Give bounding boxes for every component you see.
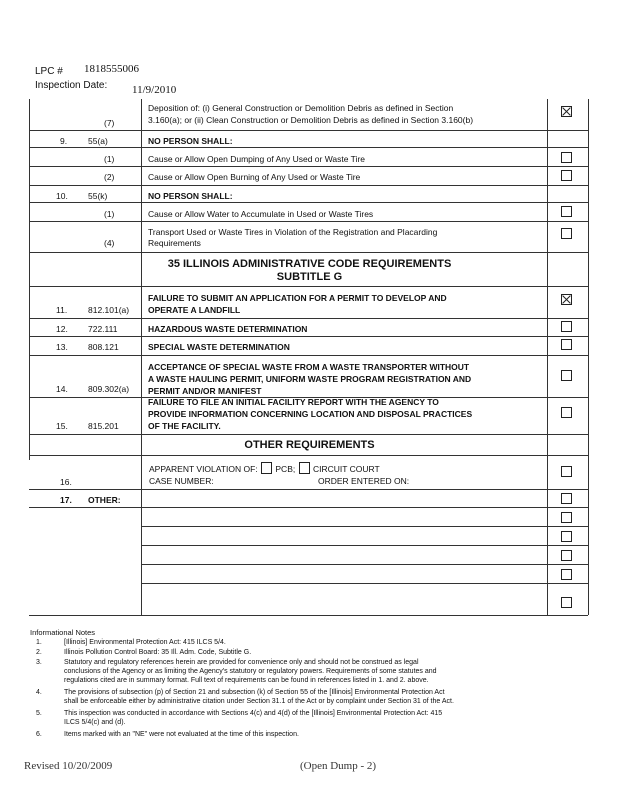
note-text: Items marked with an "NE" were not evaluated at the time of this inspection. (64, 731, 299, 738)
row11-checkbox[interactable] (561, 294, 572, 305)
row-divider (29, 336, 588, 337)
note-text: regulations cited are in summary format. Full text of requirements can be found in references listed in 1. and 2. above. (64, 677, 429, 684)
pcb-label: PCB; (275, 464, 296, 474)
row-divider (29, 147, 588, 148)
note-number: 1. (36, 639, 42, 646)
row9-1-sub: (1) (104, 154, 115, 164)
row10-number: 10. (56, 191, 68, 201)
apparent-violation-box-2[interactable] (299, 462, 310, 474)
row16-checkbox[interactable] (561, 466, 572, 477)
note-text: shall be enforceable either by administrative citation under Section 31.1 of the Act or by complaint under Section 31 of the Act. (64, 698, 454, 705)
row9-1-text: Cause or Allow Open Dumping of Any Used or Waste Tire (148, 154, 366, 164)
form-name: (Open Dump - 2) (300, 760, 377, 772)
section-admin-code-subtitle: SUBTITLE G (276, 271, 343, 283)
note-number: 3. (36, 659, 42, 666)
other-line-checkbox[interactable] (561, 550, 572, 561)
row9-2-checkbox[interactable] (561, 170, 572, 181)
row9-2-sub: (2) (104, 172, 115, 182)
row11-line1: FAILURE TO SUBMIT AN APPLICATION FOR A PERMIT TO DEVELOP AND (148, 293, 447, 303)
row8-line1: Deposition of: (i) General Construction or Demolition Debris as defined in Section (148, 103, 454, 113)
row-divider (29, 221, 588, 222)
row-divider (141, 545, 588, 546)
row-divider (29, 185, 588, 186)
other-line-checkbox[interactable] (561, 597, 572, 608)
row17-number: 17. (60, 495, 72, 505)
circuit-court-label: CIRCUIT COURT (312, 464, 380, 474)
row12-number: 12. (56, 324, 68, 334)
row-divider (29, 252, 588, 253)
row10-section: 55(k) (88, 191, 108, 201)
note-text: This inspection was conducted in accordance with Sections 4(c) and 4(d) of the [Illinois] Environmental Protection Act: 415 (64, 710, 443, 717)
row-divider (29, 489, 588, 490)
note-number: 4. (36, 689, 42, 696)
case-number-label: CASE NUMBER: (149, 476, 214, 486)
row10-4-checkbox[interactable] (561, 228, 572, 239)
row-divider (29, 166, 588, 167)
row13-section: 808.121 (88, 342, 119, 352)
note-text: ILCS 5/4(c) and (d). (64, 719, 126, 726)
row14-number: 14. (56, 384, 68, 394)
notes-title: Informational Notes (30, 628, 96, 637)
row16-apparent-label (149, 462, 380, 474)
other-line-checkbox[interactable] (561, 569, 572, 580)
note-number: 6. (36, 731, 42, 738)
row10-4-sub: (4) (104, 238, 115, 248)
row15-line3: OF THE FACILITY. (148, 421, 221, 431)
row10-title: NO PERSON SHALL: (148, 191, 233, 201)
row10-1-checkbox[interactable] (561, 206, 572, 217)
row13-text: SPECIAL WASTE DETERMINATION (148, 342, 290, 352)
row13-number: 13. (56, 342, 68, 352)
note-text: The provisions of subsection (p) of Section 21 and subsection (k) of Section 55 of the [Illinois] Environmental Protection Act (64, 689, 445, 696)
other-line-checkbox[interactable] (561, 512, 572, 523)
row14-line2: A WASTE HAULING PERMIT, UNIFORM WASTE PROGRAM REGISTRATION AND (148, 374, 472, 384)
row11-number: 11. (56, 305, 68, 315)
row8-sub: (7) (104, 118, 115, 128)
row9-number: 9. (60, 136, 68, 146)
row14-checkbox[interactable] (561, 370, 572, 381)
row9-section: 55(a) (88, 136, 108, 146)
section-other-title: OTHER REQUIREMENTS (244, 439, 375, 451)
row-divider (29, 615, 588, 616)
row12-section: 722.111 (88, 324, 118, 334)
row-divider (29, 318, 588, 319)
row14-line1: ACCEPTANCE OF SPECIAL WASTE FROM A WASTE TRANSPORTER WITHOUT (148, 362, 470, 372)
row16-number: 16. (60, 477, 72, 487)
row15-number: 15. (56, 421, 68, 431)
checkbox-column-divider (547, 99, 548, 615)
inspection-date-value: 11/9/2010 (132, 84, 177, 96)
lpc-label: LPC # (35, 66, 63, 77)
row14-line3: PERMIT AND/OR MANIFEST (148, 386, 262, 396)
row17-label: OTHER: (88, 495, 121, 505)
row15-section: 815.201 (88, 421, 119, 431)
row12-text: HAZARDOUS WASTE DETERMINATION (148, 324, 308, 334)
row17-checkbox[interactable] (561, 493, 572, 504)
section-admin-code-title: 35 ILLINOIS ADMINISTRATIVE CODE REQUIREMENTS (167, 258, 452, 270)
revised-date: Revised 10/20/2009 (24, 760, 113, 772)
row-divider (141, 526, 588, 527)
row12-checkbox[interactable] (561, 321, 572, 332)
row-divider (29, 455, 588, 456)
row10-1-text: Cause or Allow Water to Accumulate in Used or Waste Tires (148, 209, 374, 219)
row9-2-text: Cause or Allow Open Burning of Any Used or Waste Tire (148, 172, 361, 182)
row-divider (29, 355, 588, 356)
note-number: 5. (36, 710, 42, 717)
note-number: 2. (36, 649, 42, 656)
note-text: Illinois Pollution Control Board: 35 Ill. Adm. Code, Subtitle G. (64, 649, 252, 656)
note-text: [Illinois] Environmental Protection Act: 415 ILCS 5/4. (64, 639, 226, 646)
row9-1-checkbox[interactable] (561, 152, 572, 163)
row14-section: 809.302(a) (88, 384, 130, 394)
row13-checkbox[interactable] (561, 339, 572, 350)
other-line-checkbox[interactable] (561, 531, 572, 542)
row15-line2: PROVIDE INFORMATION CONCERNING LOCATION AND DISPOSAL PRACTICES (148, 409, 473, 419)
note-text: Statutory and regulatory references herein are provided for convenience only and should not be construed as legal (64, 659, 419, 666)
row8-line2: 3.160(a); or (ii) Clean Construction or Demolition Debris as defined in Section 3.160(b) (148, 115, 474, 125)
row-divider (29, 434, 588, 435)
row-divider (29, 507, 588, 508)
apparent-violation-box-1[interactable] (261, 462, 272, 474)
row-divider (29, 130, 588, 131)
row8-checkbox[interactable] (561, 106, 572, 117)
row-divider (141, 564, 588, 565)
row11-line2: OPERATE A LANDFILL (148, 305, 241, 315)
row10-4-line1: Transport Used or Waste Tires in Violation of the Registration and Placarding (148, 227, 438, 237)
inspection-date-label: Inspection Date: (35, 80, 108, 91)
row15-line1: FAILURE TO FILE AN INITIAL FACILITY REPORT WITH THE AGENCY TO (148, 397, 439, 407)
row15-checkbox[interactable] (561, 407, 572, 418)
row10-1-sub: (1) (104, 209, 115, 219)
row-divider (141, 583, 588, 584)
row-divider (29, 286, 588, 287)
apparent-violation-label: APPARENT VIOLATION OF: (149, 464, 258, 474)
table-right-border (588, 99, 589, 615)
row10-4-line2: Requirements (148, 238, 201, 248)
note-text: conclusions of the Agency or as limiting the Agency's statutory or regulatory powers. Requirements of some statutes and (64, 668, 437, 675)
order-entered-label: ORDER ENTERED ON: (318, 476, 410, 486)
lpc-value: 1818555006 (84, 63, 139, 75)
row-divider (29, 202, 588, 203)
text-column-divider (141, 99, 142, 615)
row9-title: NO PERSON SHALL: (148, 136, 233, 146)
row11-section: 812.101(a) (88, 305, 130, 315)
